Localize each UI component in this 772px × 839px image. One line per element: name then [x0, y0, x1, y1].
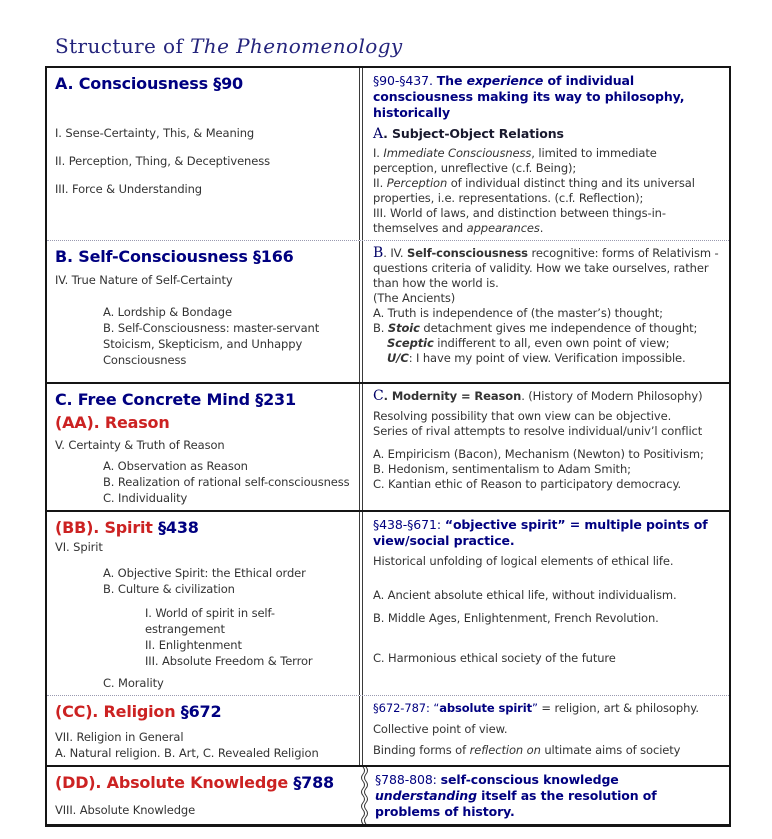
outline-item: I. Sense-Certainty, This, & Meaning	[55, 126, 255, 140]
row-reason	[47, 382, 729, 510]
row-self-consciousness	[47, 240, 729, 382]
row-spirit	[47, 510, 729, 695]
consciousness-commentary-cell	[359, 68, 729, 240]
commentary-line: A. Ancient absolute ethical life, without individualism.	[373, 588, 677, 602]
commentary-line: (The Ancients)	[373, 291, 456, 305]
commentary-line: B. Middle Ages, Enlightenment, French Revolution.	[373, 611, 659, 625]
absolute-knowledge-commentary-cell	[359, 767, 729, 824]
outline-item: B. Culture & civilization	[103, 582, 235, 596]
outline-item: IV. True Nature of Self-Certainty	[55, 273, 233, 287]
commentary-line: B. Hedonism, sentimentalism to Adam Smith;	[373, 462, 631, 476]
commentary-heading: §672-787: “absolute spirit” = religion, art & philosophy.	[373, 701, 699, 715]
commentary-line: A. Truth is independence of (the master’s) thought;	[373, 306, 663, 320]
commentary-line: B. Stoic detachment gives me independence of thought;	[373, 321, 698, 335]
religion-outline-cell	[47, 696, 359, 765]
reason-outline-cell	[47, 384, 359, 510]
outline-table	[45, 66, 731, 827]
commentary-line: Binding forms of reflection on ultimate aims of society	[373, 743, 681, 757]
outline-item: III. Force & Understanding	[55, 182, 203, 196]
outline-item: A. Objective Spirit: the Ethical order	[103, 566, 306, 580]
row-religion	[47, 695, 729, 765]
self-consciousness-outline-cell	[47, 241, 359, 382]
outline-item: B. Realization of rational self-consciousness	[103, 475, 350, 489]
outline-item: III. Absolute Freedom & Terror	[145, 654, 313, 668]
commentary-line: Resolving possibility that own view can be objective.	[373, 409, 672, 423]
commentary-heading: §90-§437. The experience of individual consciousness making its way to philosophy, historically	[373, 73, 685, 120]
section-heading-red: (DD). Absolute Knowledge §788	[55, 773, 334, 792]
section-heading-red: (CC). Religion §672	[55, 702, 222, 721]
section-heading-red: (BB). Spirit §438	[55, 518, 199, 537]
commentary-heading: §788-808: self-conscious knowledge understanding itself as the resolution of problems of history.	[375, 772, 657, 819]
outline-item: A. Observation as Reason	[103, 459, 248, 473]
outline-item: A. Natural religion. B. Art, C. Revealed Religion	[55, 746, 319, 760]
outline-item: VI. Spirit	[55, 540, 103, 554]
commentary-line: Historical unfolding of logical elements of ethical life.	[373, 554, 674, 568]
row-absolute-knowledge	[47, 765, 729, 824]
outline-item: C. Morality	[103, 676, 164, 690]
outline-item: II. Perception, Thing, & Deceptiveness	[55, 154, 270, 168]
commentary-line: A. Empiricism (Bacon), Mechanism (Newton) to Positivism;	[373, 447, 704, 461]
section-heading: B. Self-Consciousness §166	[55, 247, 294, 266]
wavy-divider-icon	[360, 767, 370, 824]
commentary-line: Series of rival attempts to resolve individual/univ’l conflict	[373, 424, 703, 438]
outline-item: II. Enlightenment	[145, 638, 242, 652]
outline-item: C. Individuality	[103, 491, 188, 505]
section-heading-red: (AA). Reason	[55, 413, 170, 432]
commentary-line: I. Immediate Consciousness, limited to immediate perception, unreflective (c.f. Being);	[373, 146, 657, 175]
commentary-line: C. Kantian ethic of Reason to participatory democracy.	[373, 477, 682, 491]
outline-item: B. Self-Consciousness: master-servant Stoicism, Skepticism, and Unhappy Consciousness	[103, 321, 320, 367]
page-title-regular: Structure of	[55, 34, 191, 58]
section-heading: C. Free Concrete Mind §231	[55, 390, 296, 409]
commentary-line: III. World of laws, and distinction between things-in-themselves and appearances.	[373, 206, 666, 235]
religion-commentary-cell	[359, 696, 729, 765]
commentary-line: II. Perception of individual distinct thing and its universal properties, i.e. representations. (c.f. Reflection);	[373, 176, 695, 205]
page-title	[55, 34, 403, 58]
commentary-paragraph: B. IV. Self-consciousness recognitive: forms of Relativism - questions criteria of validity. How we take ourselves, rather than how the world is.	[373, 245, 719, 290]
row-consciousness	[47, 68, 729, 240]
commentary-line: U/C: I have my point of view. Verification impossible.	[387, 351, 686, 365]
commentary-line: Sceptic indifferent to all, even own point of view;	[387, 336, 670, 350]
absolute-knowledge-outline-cell	[47, 767, 359, 824]
outline-item: VII. Religion in General	[55, 730, 184, 744]
commentary-line: Collective point of view.	[373, 722, 508, 736]
page-title-italic: The Phenomenology	[190, 34, 403, 58]
commentary-heading: C. Modernity = Reason. (History of Modern Philosophy)	[373, 388, 703, 404]
commentary-heading: §438-§671: “objective spirit” = multiple points of view/social practice.	[373, 517, 708, 548]
commentary-subheading: A. Subject-Object Relations	[373, 126, 564, 142]
outline-item: V. Certainty & Truth of Reason	[55, 438, 225, 452]
spirit-outline-cell	[47, 512, 359, 695]
commentary-line: C. Harmonious ethical society of the future	[373, 651, 616, 665]
reason-commentary-cell	[359, 384, 729, 510]
spirit-commentary-cell	[359, 512, 729, 695]
consciousness-outline-cell	[47, 68, 359, 240]
outline-item: I. World of spirit in self-estrangement	[145, 606, 275, 636]
outline-item: VIII. Absolute Knowledge	[55, 803, 196, 817]
self-consciousness-commentary-cell	[359, 241, 729, 382]
outline-item: A. Lordship & Bondage	[103, 305, 232, 319]
section-heading: A. Consciousness §90	[55, 74, 243, 93]
